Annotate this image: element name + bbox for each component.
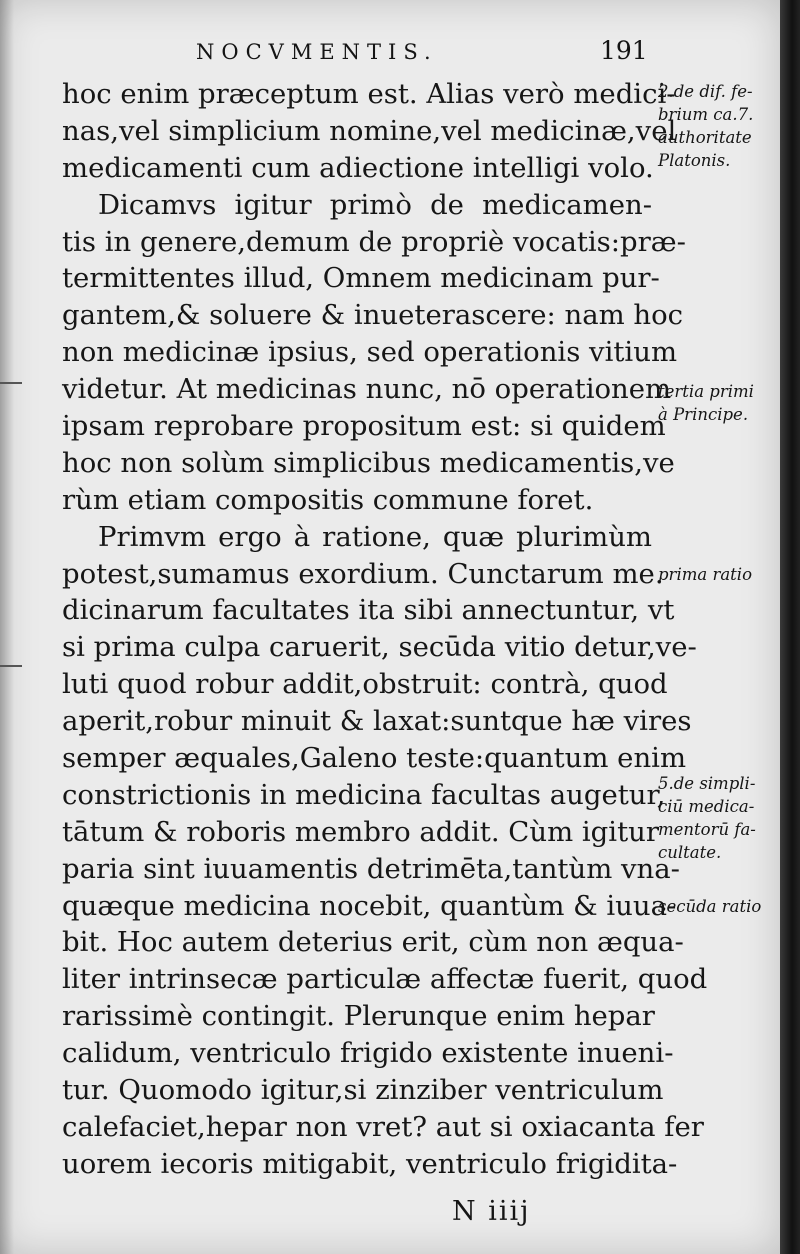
text-line: non medicinæ ipsius, sed operationis vitium	[62, 336, 678, 369]
text-line: potest,sumamus exordium. Cunctarum me.	[62, 557, 664, 590]
text-line: tātum & roboris membro addit. Cùm igitur	[62, 815, 659, 848]
page-left-shadow	[0, 0, 14, 1254]
margin-note-dif-febrium	[658, 80, 753, 172]
text-line: tur. Quomodo igitur,si zinziber ventriculum	[62, 1074, 664, 1107]
margin-note-line: 2.de dif. fe-	[658, 82, 753, 101]
margin-note-line: ciū medica-	[658, 797, 755, 816]
margin-note-secunda-ratio	[658, 895, 761, 918]
text-line-paragraph-start: Dicamvs igitur primò de medicamen-	[98, 188, 652, 221]
text-line-paragraph-start: Primvm ergo à ratione, quæ plurimùm	[98, 520, 652, 553]
text-line: termittentes illud, Omnem medicinam pur-	[62, 262, 660, 295]
text-line: rarissimè contingit. Plerunque enim hepar	[62, 1000, 655, 1033]
margin-note-line: 5.de simpli-	[658, 774, 756, 793]
page-number: 191	[600, 36, 648, 65]
margin-note-line: tertia primi	[658, 382, 754, 401]
text-line: tis in genere,demum de propriè vocatis:præ-	[62, 225, 686, 258]
text-line: constrictionis in medicina facultas augetur,	[62, 778, 666, 811]
margin-note-de-simplicium	[658, 772, 756, 864]
text-line: rùm etiam compositis commune foret.	[62, 483, 594, 516]
text-line: videtur. At medicinas nunc, nō operationem	[62, 373, 672, 406]
text-line: medicamenti cum adiectione intelligi volo.	[62, 151, 654, 184]
running-head: NOCVMENTIS.	[196, 40, 438, 64]
text-line: hoc non solùm simplicibus medicamentis,ve	[62, 446, 675, 479]
text-line: calefaciet,hepar non vret? aut si oxiacanta fer	[62, 1110, 704, 1143]
margin-note-line: Platonis.	[658, 151, 731, 170]
text-line: bit. Hoc autem deterius erit, cùm non æqua-	[62, 926, 684, 959]
text-line: si prima culpa caruerit, secūda vitio detur,ve-	[62, 631, 697, 664]
margin-note-line: secūda ratio	[658, 897, 762, 916]
margin-tick-mark	[0, 382, 22, 384]
text-line: nas,vel simplicium nomine,vel medicinæ,vel	[62, 114, 677, 147]
margin-note-line: à Principe.	[658, 405, 749, 424]
page-edge-shadow	[780, 0, 800, 1254]
margin-note-line: cultate.	[658, 843, 722, 862]
text-line: semper æquales,Galeno teste:quantum enim	[62, 742, 687, 775]
text-line: liter intrinsecæ particulæ affectæ fuerit, quod	[62, 963, 708, 996]
text-line: gantem,& soluere & inueterascere: nam hoc	[62, 299, 684, 332]
signature-mark: N iiij	[452, 1196, 531, 1227]
text-line: uorem iecoris mitigabit, ventriculo frigidita-	[62, 1147, 678, 1180]
margin-note-line: mentorū fa-	[658, 820, 756, 839]
text-line: quæque medicina nocebit, quantùm & iuua-	[62, 889, 677, 922]
text-line: luti quod robur addit,obstruit: contrà, quod	[62, 668, 668, 701]
margin-note-tertia-primi	[658, 380, 754, 426]
margin-note-line: authoritate	[658, 128, 752, 147]
margin-tick-mark	[0, 665, 22, 667]
text-line: ipsam reprobare propositum est: si quidem	[62, 410, 666, 443]
text-line: hoc enim præceptum est. Alias verò medici-	[62, 78, 676, 110]
text-line: aperit,robur minuit & laxat:suntque hæ vires	[62, 705, 692, 738]
margin-note-prima-ratio	[658, 563, 752, 586]
margin-note-line: brium ca.7.	[658, 105, 754, 124]
text-line: paria sint iuuamentis detrimēta,tantùm vna-	[62, 852, 680, 885]
margin-note-line: prima ratio	[658, 565, 753, 584]
text-line: dicinarum facultates ita sibi annectuntur, vt	[62, 594, 675, 627]
text-line: calidum, ventriculo frigido existente inueni-	[62, 1037, 674, 1070]
